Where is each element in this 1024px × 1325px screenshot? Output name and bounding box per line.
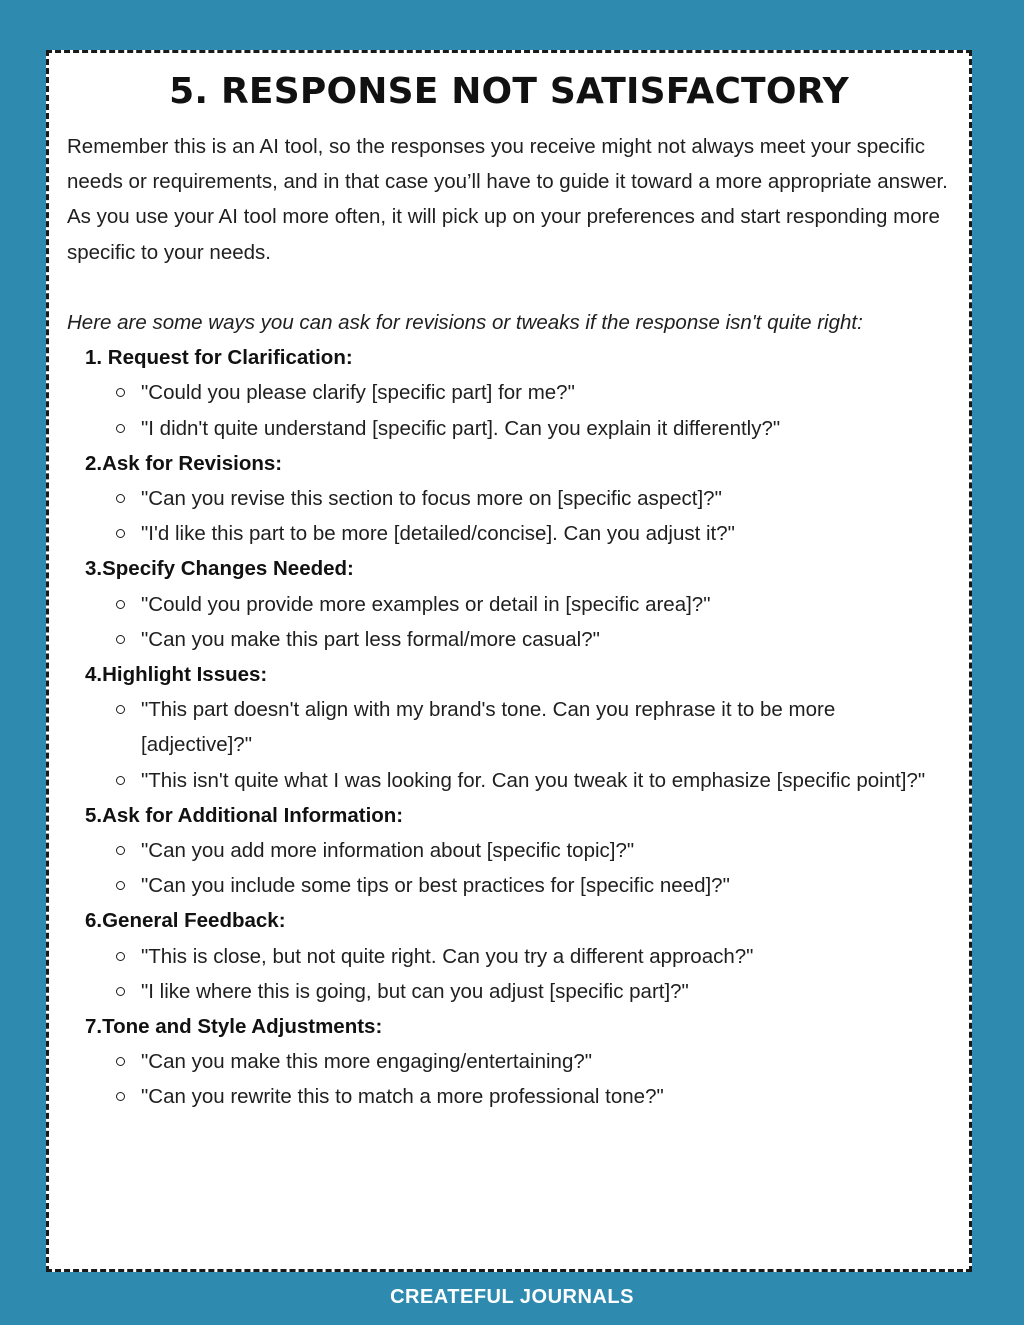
example-prompt xyxy=(67,1044,955,1079)
example-prompt xyxy=(67,763,955,798)
example-prompts-list xyxy=(67,939,955,1009)
hollow-circle-bullet-icon xyxy=(116,600,125,609)
example-prompt-text: "Could you provide more examples or detail in [specific area]?" xyxy=(141,592,711,616)
page-title: 5. RESPONSE NOT SATISFACTORY xyxy=(169,71,849,112)
example-prompt xyxy=(67,939,955,974)
example-prompt xyxy=(67,1079,955,1114)
example-prompt xyxy=(67,833,955,868)
example-prompt-text: "This part doesn't align with my brand's tone. Can you rephrase it to be more [adjective]?" xyxy=(141,698,836,757)
hollow-circle-bullet-icon xyxy=(116,388,125,397)
brand-footer: CREATEFUL JOURNALS xyxy=(390,1286,634,1308)
example-prompt xyxy=(67,375,955,410)
tip-heading: 2.Ask for Revisions: xyxy=(85,451,283,475)
hollow-circle-bullet-icon xyxy=(116,635,125,644)
example-prompt-text: "Can you include some tips or best practices for [specific need]?" xyxy=(141,874,730,898)
example-prompt-text: "Could you please clarify [specific part] for me?" xyxy=(141,381,575,405)
tip-section xyxy=(67,551,955,657)
hollow-circle-bullet-icon xyxy=(116,705,125,714)
example-prompt-text: "This is close, but not quite right. Can you try a different approach?" xyxy=(141,944,754,968)
example-prompt-text: "I'd like this part to be more [detailed/concise]. Can you adjust it?" xyxy=(141,522,735,546)
example-prompt xyxy=(67,974,955,1009)
example-prompt xyxy=(67,622,955,657)
tip-heading: 4.Highlight Issues: xyxy=(85,663,268,687)
example-prompt-text: "I didn't quite understand [specific part]. Can you explain it differently?" xyxy=(141,416,781,440)
tip-heading: 6.General Feedback: xyxy=(85,909,286,933)
tip-section xyxy=(67,657,955,798)
lead-in-text: Here are some ways you can ask for revisions or tweaks if the response isn't quite right: xyxy=(67,311,863,334)
example-prompt-text: "This isn't quite what I was looking for. Can you tweak it to emphasize [specific point]?" xyxy=(141,768,926,792)
tip-heading: 3.Specify Changes Needed: xyxy=(85,557,354,581)
example-prompt xyxy=(67,481,955,516)
example-prompts-list xyxy=(67,1044,955,1114)
example-prompt xyxy=(67,516,955,551)
tip-section xyxy=(67,903,955,1009)
revision-tips-list xyxy=(67,340,955,1114)
intro-paragraph: Remember this is an AI tool, so the responses you receive might not always meet your specific needs or requirements, and in that case you’ll have to guide it toward a more appropriate answer. As you use your AI tool more often, it will pick up on your preferences and start responding more specific to your needs. xyxy=(67,135,948,264)
hollow-circle-bullet-icon xyxy=(116,846,125,855)
hollow-circle-bullet-icon xyxy=(116,776,125,785)
example-prompts-list xyxy=(67,375,955,445)
example-prompt-text: "Can you make this part less formal/more casual?" xyxy=(141,627,600,651)
example-prompt xyxy=(67,868,955,903)
content-body xyxy=(67,129,955,1115)
example-prompts-list xyxy=(67,481,955,551)
example-prompt xyxy=(67,411,955,446)
tip-section xyxy=(67,1009,955,1115)
hollow-circle-bullet-icon xyxy=(116,494,125,503)
tip-heading: 1. Request for Clarification: xyxy=(85,346,353,370)
example-prompts-list xyxy=(67,587,955,657)
tip-heading: 7.Tone and Style Adjustments: xyxy=(85,1015,383,1039)
example-prompt xyxy=(67,587,955,622)
hollow-circle-bullet-icon xyxy=(116,987,125,996)
content-card xyxy=(46,50,972,1272)
example-prompt xyxy=(67,692,955,762)
hollow-circle-bullet-icon xyxy=(116,881,125,890)
hollow-circle-bullet-icon xyxy=(116,1057,125,1066)
hollow-circle-bullet-icon xyxy=(116,529,125,538)
example-prompts-list xyxy=(67,833,955,903)
hollow-circle-bullet-icon xyxy=(116,952,125,961)
example-prompts-list xyxy=(67,692,955,798)
tip-section xyxy=(67,340,955,446)
hollow-circle-bullet-icon xyxy=(116,1092,125,1101)
tip-heading: 5.Ask for Additional Information: xyxy=(85,803,404,827)
paragraph-spacer xyxy=(67,270,955,305)
example-prompt-text: "Can you revise this section to focus more on [specific aspect]?" xyxy=(141,487,722,511)
tip-section xyxy=(67,798,955,904)
hollow-circle-bullet-icon xyxy=(116,424,125,433)
example-prompt-text: "Can you make this more engaging/entertaining?" xyxy=(141,1050,593,1074)
tip-section xyxy=(67,446,955,552)
example-prompt-text: "Can you add more information about [specific topic]?" xyxy=(141,839,635,863)
example-prompt-text: "I like where this is going, but can you adjust [specific part]?" xyxy=(141,979,689,1003)
example-prompt-text: "Can you rewrite this to match a more professional tone?" xyxy=(141,1085,664,1109)
